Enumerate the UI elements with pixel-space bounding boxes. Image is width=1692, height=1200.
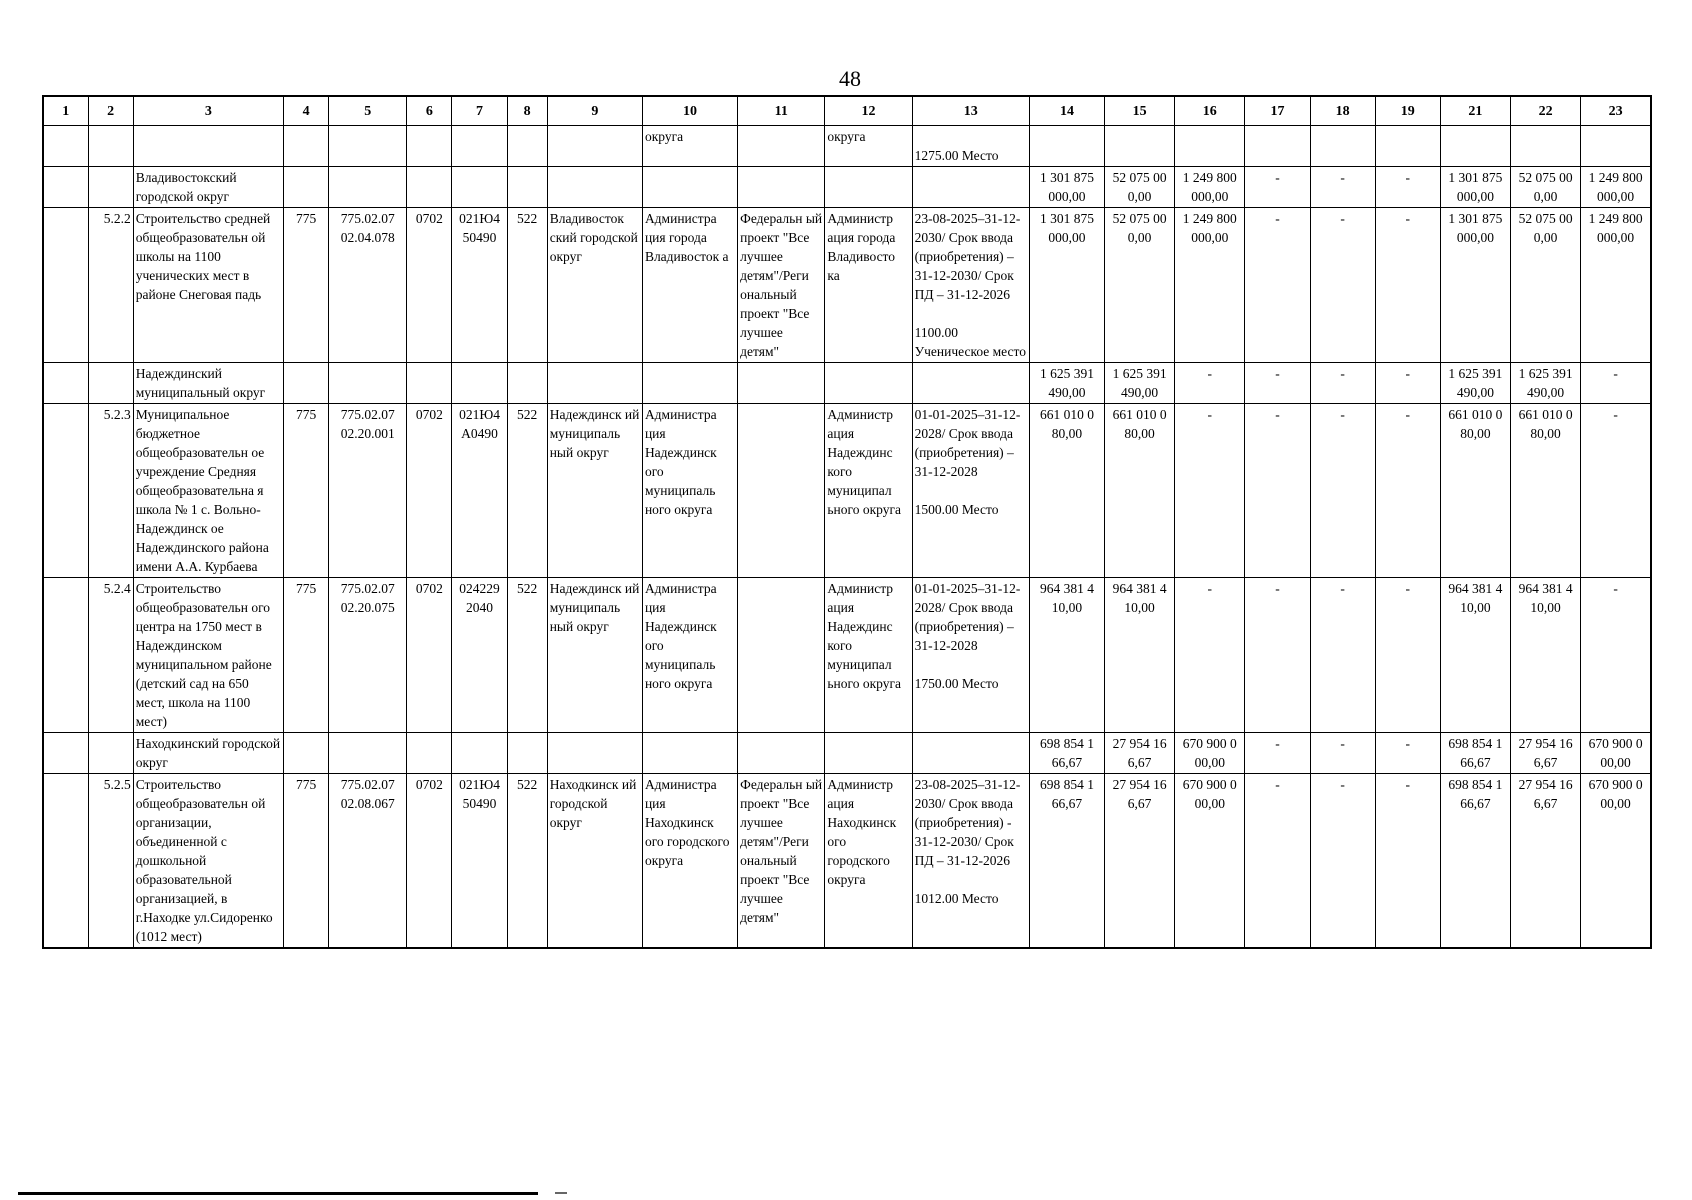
table-cell-col-4 — [284, 733, 329, 774]
table-cell-col-12: Администр ация Находкинск ого городского округа — [825, 774, 912, 949]
table-cell-col-8 — [507, 733, 547, 774]
table-cell-col-3: Строительство средней общеобразовательн ой школы на 1100 ученических мест в районе Снеговая падь — [133, 208, 283, 363]
table-cell-col-4: 775 — [284, 208, 329, 363]
table-cell-col-17: - — [1245, 404, 1310, 578]
table-cell-col-21: 698 854 1 66,67 — [1440, 733, 1510, 774]
table-cell-col-13: 23-08-2025–31-12-2030/ Срок ввода (приобретения) – 31-12-2030/ Срок ПД – 31-12-2026 1100.00 Ученическое место — [912, 208, 1029, 363]
table-cell-col-9: Находкинск ий городской округ — [547, 774, 642, 949]
table-cell-col-23: - — [1581, 578, 1651, 733]
table-cell-col-3: Владивостокский городской округ — [133, 167, 283, 208]
table-cell-col-14: 1 301 875 000,00 — [1029, 167, 1104, 208]
table-cell-col-15: 27 954 16 6,67 — [1105, 774, 1175, 949]
table-cell-col-14: 1 625 391 490,00 — [1029, 363, 1104, 404]
table-cell-col-18: - — [1310, 774, 1375, 949]
column-header: 4 — [284, 96, 329, 126]
table-cell-col-1 — [43, 126, 88, 167]
table-cell-col-23: 670 900 0 00,00 — [1581, 733, 1651, 774]
table-cell-col-22: 27 954 16 6,67 — [1511, 774, 1581, 949]
table-cell-col-2 — [88, 167, 133, 208]
table-cell-col-14: 1 301 875 000,00 — [1029, 208, 1104, 363]
table-cell-col-12 — [825, 363, 912, 404]
table-cell-col-5: 775.02.07 02.20.075 — [329, 578, 407, 733]
column-header: 14 — [1029, 96, 1104, 126]
table-cell-col-11 — [738, 404, 825, 578]
column-header: 19 — [1375, 96, 1440, 126]
continuation-row — [43, 126, 1651, 167]
table-cell-col-23: 1 249 800 000,00 — [1581, 208, 1651, 363]
table-cell-col-13: 01-01-2025–31-12-2028/ Срок ввода (приобретения) – 31-12-2028 1500.00 Место — [912, 404, 1029, 578]
column-header: 16 — [1175, 96, 1245, 126]
column-header: 8 — [507, 96, 547, 126]
table-cell-col-11 — [738, 363, 825, 404]
column-header: 21 — [1440, 96, 1510, 126]
table-cell-col-2 — [88, 733, 133, 774]
table-cell-col-4: 775 — [284, 578, 329, 733]
page-number: 48 — [839, 66, 861, 91]
column-header: 17 — [1245, 96, 1310, 126]
table-cell-col-6 — [407, 363, 452, 404]
table-cell-col-23: - — [1581, 363, 1651, 404]
table-cell-col-10: Администра ция Находкинск ого городского округа — [642, 774, 737, 949]
table-cell-col-12 — [825, 167, 912, 208]
table-cell-col-11 — [738, 578, 825, 733]
table-cell-col-12: Администр ация Надеждинс кого муниципал ьного округа — [825, 404, 912, 578]
table-cell-col-9 — [547, 126, 642, 167]
table-cell-col-11: Федеральн ый проект "Все лучшее детям"/Реги ональный проект "Все лучшее детям" — [738, 208, 825, 363]
table-cell-col-6: 0702 — [407, 774, 452, 949]
table-cell-col-7 — [452, 126, 507, 167]
table-cell-col-10 — [642, 363, 737, 404]
table-cell-col-4: 775 — [284, 404, 329, 578]
table-cell-col-22: 661 010 0 80,00 — [1511, 404, 1581, 578]
table-cell-col-18: - — [1310, 363, 1375, 404]
column-header: 15 — [1105, 96, 1175, 126]
table-cell-col-4: 775 — [284, 774, 329, 949]
column-header: 7 — [452, 96, 507, 126]
table-cell-col-21 — [1440, 126, 1510, 167]
table-cell-col-23: 670 900 0 00,00 — [1581, 774, 1651, 949]
table-cell-col-13: 23-08-2025–31-12-2030/ Срок ввода (приобретения) - 31-12-2030/ Срок ПД – 31-12-2026 1012.00 Место — [912, 774, 1029, 949]
table-cell-col-14: 698 854 1 66,67 — [1029, 733, 1104, 774]
table-cell-col-13 — [912, 363, 1029, 404]
table-cell-col-12: Администр ация города Владивосто ка — [825, 208, 912, 363]
table-cell-col-1 — [43, 404, 88, 578]
table-cell-col-8: 522 — [507, 208, 547, 363]
table-cell-col-8 — [507, 167, 547, 208]
table-cell-col-7: 021Ю4 50490 — [452, 208, 507, 363]
table-cell-col-14: 964 381 4 10,00 — [1029, 578, 1104, 733]
table-cell-col-3: Строительство общеобразовательн ого центра на 1750 мест в Надеждинском муниципальном районе (детский сад на 650 мест, школа на 1100 мест) — [133, 578, 283, 733]
column-header: 11 — [738, 96, 825, 126]
table-cell-col-12: Администр ация Надеждинс кого муниципал ьного округа — [825, 578, 912, 733]
column-header: 5 — [329, 96, 407, 126]
table-cell-col-6 — [407, 167, 452, 208]
table-cell-col-1 — [43, 208, 88, 363]
table-cell-col-7 — [452, 363, 507, 404]
table-cell-col-3: Находкинский городской округ — [133, 733, 283, 774]
table-cell-col-9: Надеждинск ий муниципаль ный округ — [547, 578, 642, 733]
table-cell-col-19: - — [1375, 167, 1440, 208]
table-cell-col-17: - — [1245, 774, 1310, 949]
table-cell-col-5: 775.02.07 02.04.078 — [329, 208, 407, 363]
footer-mark — [555, 1192, 567, 1194]
table-cell-col-6: 0702 — [407, 404, 452, 578]
table-cell-col-18: - — [1310, 208, 1375, 363]
column-header: 10 — [642, 96, 737, 126]
table-cell-col-10 — [642, 733, 737, 774]
table-cell-col-21: 1 625 391 490,00 — [1440, 363, 1510, 404]
table-cell-col-8 — [507, 126, 547, 167]
table-cell-col-12: округа — [825, 126, 912, 167]
table-cell-col-18: - — [1310, 404, 1375, 578]
table-cell-col-4 — [284, 363, 329, 404]
table-cell-col-4 — [284, 167, 329, 208]
table-cell-col-23: 1 249 800 000,00 — [1581, 167, 1651, 208]
table-cell-col-7 — [452, 167, 507, 208]
table-cell-col-10: округа — [642, 126, 737, 167]
table-cell-col-16 — [1175, 126, 1245, 167]
table-cell-col-10: Администра ция Надеждинск ого муниципаль ного округа — [642, 404, 737, 578]
table-cell-col-15: 52 075 00 0,00 — [1105, 208, 1175, 363]
table-cell-col-1 — [43, 363, 88, 404]
table-header-row — [43, 96, 1651, 126]
table-cell-col-15 — [1105, 126, 1175, 167]
table-cell-col-21: 964 381 4 10,00 — [1440, 578, 1510, 733]
table-cell-col-17: - — [1245, 363, 1310, 404]
table-cell-col-6: 0702 — [407, 208, 452, 363]
table-cell-col-17: - — [1245, 167, 1310, 208]
table-cell-col-21: 698 854 1 66,67 — [1440, 774, 1510, 949]
table-cell-col-6 — [407, 126, 452, 167]
table-cell-col-7: 021Ю4 A0490 — [452, 404, 507, 578]
table-cell-col-17 — [1245, 126, 1310, 167]
table-cell-col-13: 1275.00 Место — [912, 126, 1029, 167]
table-cell-col-7: 024229 2040 — [452, 578, 507, 733]
table-cell-col-15: 52 075 00 0,00 — [1105, 167, 1175, 208]
table-cell-col-16: 670 900 0 00,00 — [1175, 774, 1245, 949]
table-cell-col-10: Администра ция города Владивосток а — [642, 208, 737, 363]
table-cell-col-19: - — [1375, 733, 1440, 774]
column-header: 18 — [1310, 96, 1375, 126]
table-row — [43, 208, 1651, 363]
table-cell-col-21: 1 301 875 000,00 — [1440, 167, 1510, 208]
table-cell-col-5: 775.02.07 02.08.067 — [329, 774, 407, 949]
table-cell-col-2: 5.2.2 — [88, 208, 133, 363]
column-header: 3 — [133, 96, 283, 126]
table-row — [43, 578, 1651, 733]
table-cell-col-22: 52 075 00 0,00 — [1511, 208, 1581, 363]
table-cell-col-18: - — [1310, 733, 1375, 774]
table-cell-col-9: Владивосток ский городской округ — [547, 208, 642, 363]
table-cell-col-17: - — [1245, 578, 1310, 733]
subtotal-row — [43, 363, 1651, 404]
table-cell-col-14: 698 854 1 66,67 — [1029, 774, 1104, 949]
table-cell-col-10: Администра ция Надеждинск ого муниципаль ного округа — [642, 578, 737, 733]
table-cell-col-1 — [43, 774, 88, 949]
table-cell-col-1 — [43, 733, 88, 774]
table-cell-col-22: 27 954 16 6,67 — [1511, 733, 1581, 774]
table-cell-col-22 — [1511, 126, 1581, 167]
table-cell-col-11 — [738, 126, 825, 167]
table-cell-col-11 — [738, 733, 825, 774]
subtotal-row — [43, 733, 1651, 774]
table-cell-col-16: 670 900 0 00,00 — [1175, 733, 1245, 774]
table-cell-col-9 — [547, 363, 642, 404]
table-cell-col-18: - — [1310, 167, 1375, 208]
table-cell-col-2: 5.2.5 — [88, 774, 133, 949]
table-cell-col-3: Строительство общеобразовательн ой организации, объединенной с дошкольной образовательной организацией, в г.Находке ул.Сидоренко (1012 мест) — [133, 774, 283, 949]
table-cell-col-3: Надеждинский муниципальный округ — [133, 363, 283, 404]
column-header: 1 — [43, 96, 88, 126]
table-cell-col-21: 1 301 875 000,00 — [1440, 208, 1510, 363]
table-cell-col-12 — [825, 733, 912, 774]
footer-rule — [18, 1192, 538, 1195]
table-cell-col-15: 964 381 4 10,00 — [1105, 578, 1175, 733]
table-cell-col-23: - — [1581, 404, 1651, 578]
table-cell-col-5 — [329, 363, 407, 404]
table-cell-col-13: 01-01-2025–31-12-2028/ Срок ввода (приобретения) – 31-12-2028 1750.00 Место — [912, 578, 1029, 733]
table-cell-col-19: - — [1375, 578, 1440, 733]
table-cell-col-11 — [738, 167, 825, 208]
column-header: 22 — [1511, 96, 1581, 126]
table-cell-col-6 — [407, 733, 452, 774]
table-cell-col-6: 0702 — [407, 578, 452, 733]
table-cell-col-16: 1 249 800 000,00 — [1175, 208, 1245, 363]
table-row — [43, 404, 1651, 578]
table-cell-col-7 — [452, 733, 507, 774]
table-cell-col-3 — [133, 126, 283, 167]
table-cell-col-1 — [43, 167, 88, 208]
table-cell-col-2: 5.2.3 — [88, 404, 133, 578]
table-cell-col-22: 52 075 00 0,00 — [1511, 167, 1581, 208]
table-cell-col-9 — [547, 733, 642, 774]
table-cell-col-4 — [284, 126, 329, 167]
table-cell-col-21: 661 010 0 80,00 — [1440, 404, 1510, 578]
table-cell-col-8: 522 — [507, 578, 547, 733]
table-cell-col-19 — [1375, 126, 1440, 167]
table-cell-col-2: 5.2.4 — [88, 578, 133, 733]
table-cell-col-13 — [912, 733, 1029, 774]
table-cell-col-22: 964 381 4 10,00 — [1511, 578, 1581, 733]
table-cell-col-19: - — [1375, 363, 1440, 404]
table-cell-col-15: 27 954 16 6,67 — [1105, 733, 1175, 774]
table-cell-col-16: - — [1175, 363, 1245, 404]
table-cell-col-19: - — [1375, 404, 1440, 578]
table-row — [43, 774, 1651, 949]
table-cell-col-11: Федеральн ый проект "Все лучшее детям"/Реги ональный проект "Все лучшее детям" — [738, 774, 825, 949]
column-header: 2 — [88, 96, 133, 126]
column-header: 13 — [912, 96, 1029, 126]
table-cell-col-17: - — [1245, 208, 1310, 363]
table-cell-col-16: - — [1175, 404, 1245, 578]
table-cell-col-5 — [329, 167, 407, 208]
column-header: 9 — [547, 96, 642, 126]
table-cell-col-18: - — [1310, 578, 1375, 733]
table-cell-col-22: 1 625 391 490,00 — [1511, 363, 1581, 404]
table-cell-col-15: 661 010 0 80,00 — [1105, 404, 1175, 578]
table-cell-col-1 — [43, 578, 88, 733]
table-cell-col-8: 522 — [507, 774, 547, 949]
table-cell-col-14: 661 010 0 80,00 — [1029, 404, 1104, 578]
table-cell-col-16: 1 249 800 000,00 — [1175, 167, 1245, 208]
table-cell-col-18 — [1310, 126, 1375, 167]
column-header: 6 — [407, 96, 452, 126]
table-cell-col-8 — [507, 363, 547, 404]
table-cell-col-5 — [329, 733, 407, 774]
table-cell-col-13 — [912, 167, 1029, 208]
table-cell-col-8: 522 — [507, 404, 547, 578]
table-cell-col-14 — [1029, 126, 1104, 167]
table-cell-col-15: 1 625 391 490,00 — [1105, 363, 1175, 404]
table-cell-col-10 — [642, 167, 737, 208]
table-cell-col-19: - — [1375, 208, 1440, 363]
table-cell-col-2 — [88, 126, 133, 167]
table-cell-col-5: 775.02.07 02.20.001 — [329, 404, 407, 578]
column-header: 23 — [1581, 96, 1651, 126]
subtotal-row — [43, 167, 1651, 208]
table-cell-col-3: Муниципальное бюджетное общеобразовательн ое учреждение Средняя общеобразовательна я школа № 1 с. Вольно-Надеждинск ое Надеждинского района имени А.А. Курбаева — [133, 404, 283, 578]
table-cell-col-9: Надеждинск ий муниципаль ный округ — [547, 404, 642, 578]
table-cell-col-5 — [329, 126, 407, 167]
table-cell-col-7: 021Ю4 50490 — [452, 774, 507, 949]
table-cell-col-9 — [547, 167, 642, 208]
budget-table — [42, 95, 1652, 949]
table-cell-col-2 — [88, 363, 133, 404]
table-cell-col-23 — [1581, 126, 1651, 167]
column-header: 12 — [825, 96, 912, 126]
table-cell-col-17: - — [1245, 733, 1310, 774]
table-cell-col-16: - — [1175, 578, 1245, 733]
table-cell-col-19: - — [1375, 774, 1440, 949]
